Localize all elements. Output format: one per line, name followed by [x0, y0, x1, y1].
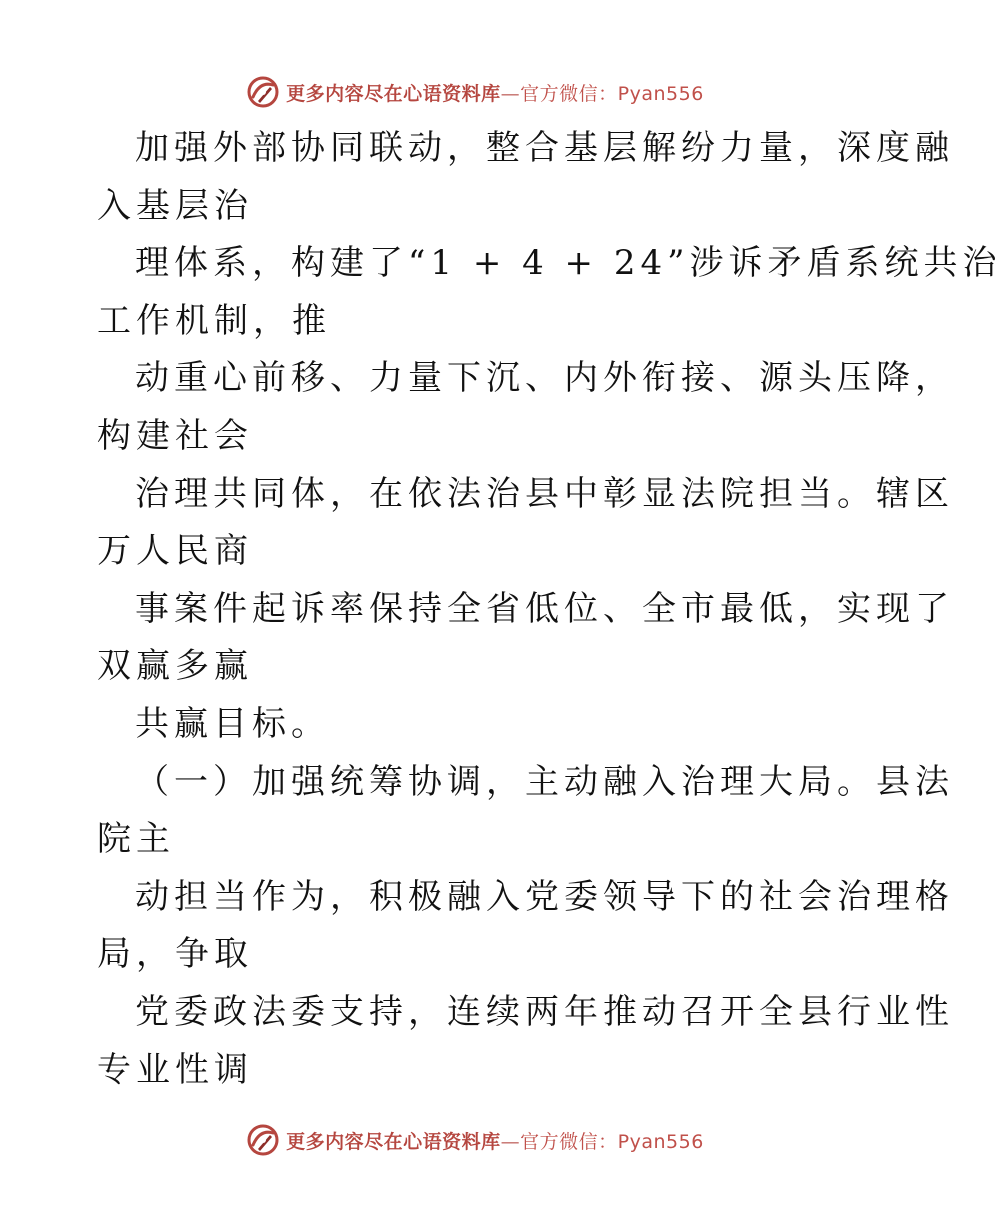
text-line: 入基层治: [97, 185, 253, 226]
text-line: 共赢目标。: [135, 703, 330, 744]
text-line: 双赢多赢: [97, 646, 253, 687]
text-line: 加强外部协同联动，整合基层解纷力量，深度融: [135, 128, 954, 168]
section-heading-line: （一）加强统筹协调，主动融入治理大局。县法: [135, 761, 954, 802]
text-line: 事案件起诉率保持全省低位、全市最低，实现了: [135, 588, 954, 629]
banner-title: 更多内容尽在心语资料库: [286, 82, 501, 105]
text-line: 构建社会: [97, 415, 253, 456]
banner-title: 更多内容尽在心语资料库: [286, 1130, 501, 1153]
text-line: 万人民商: [97, 531, 253, 572]
text-line: 党委政法委支持，连续两年推动召开全县行业性: [135, 991, 954, 1032]
banner-dash: —: [500, 1130, 521, 1153]
document-body: [97, 120, 1002, 1099]
banner-text: [286, 1127, 704, 1154]
text-line: 动担当作为，积极融入党委领导下的社会治理格: [135, 876, 954, 917]
text-line: 局，争取: [97, 934, 253, 975]
banner-text: [286, 79, 704, 106]
text-line: 动重心前移、力量下沉、内外衔接、源头压降，: [135, 358, 954, 399]
text-line: 工作机制，推: [97, 300, 331, 341]
header-banner: [0, 72, 950, 112]
text-line: 院主: [97, 819, 175, 860]
banner-contact: 官方微信：Pyan556: [520, 1130, 704, 1153]
banner-dash: —: [500, 82, 521, 105]
banner-contact: 官方微信：Pyan556: [520, 82, 704, 105]
text-line: 专业性调: [97, 1049, 253, 1090]
footer-banner: [0, 1120, 950, 1160]
text-line: 理体系，构建了“1 + 4 + 24”涉诉矛盾系统共治: [135, 243, 1002, 284]
text-line: 治理共同体，在依法治县中彰显法院担当。辖区: [135, 473, 954, 514]
red-swirl-pen-logo-icon: [246, 1123, 280, 1157]
red-swirl-pen-logo-icon: [246, 75, 280, 109]
